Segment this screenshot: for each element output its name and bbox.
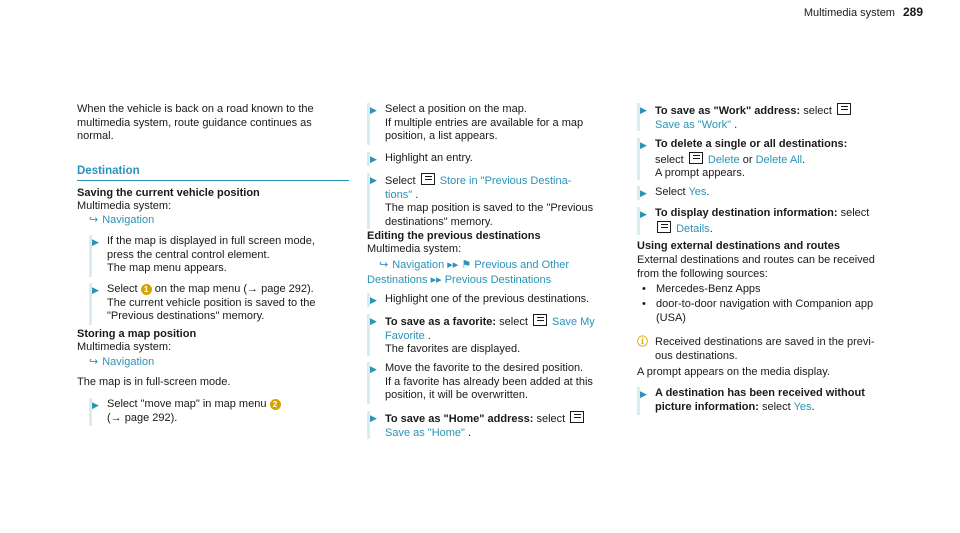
nav-link[interactable]: Navigation — [102, 214, 155, 226]
menu-icon — [837, 103, 851, 115]
step-text: position, it will be overwritten. — [385, 389, 529, 401]
nav-link[interactable]: Previous Destinations — [444, 274, 552, 286]
list-item-text: door-to-door navigation with Companion app — [656, 298, 874, 310]
step — [367, 293, 624, 307]
menu-icon — [689, 152, 703, 164]
step-text: The current vehicle position is saved to the — [107, 296, 316, 309]
menu-option[interactable]: Save as "Work" — [655, 118, 732, 131]
step: ▶ To display destination information: select Details. — [637, 207, 898, 235]
list-item — [642, 283, 895, 297]
step — [89, 283, 352, 325]
step: ▶ Select Yes. — [637, 186, 898, 200]
list-item-text: (USA) — [656, 311, 686, 324]
step-text: select — [803, 105, 832, 117]
nav-link[interactable]: Navigation — [392, 259, 445, 271]
subheading: Storing a map position — [77, 328, 197, 340]
play-icon: ▶ — [640, 140, 647, 150]
double-chevron-icon: ▸▸ — [447, 259, 459, 271]
step-text: Select "move map" in map menu — [107, 398, 267, 410]
menu-option[interactable]: tions" — [385, 188, 413, 201]
menu-path: Multimedia system: — [77, 200, 172, 212]
info-note — [637, 336, 895, 364]
play-icon: ▶ — [92, 400, 99, 410]
menu-icon — [657, 221, 671, 233]
nav-link[interactable]: Destinations — [367, 274, 428, 286]
step: ▶ A destination has been received without picture information: select Yes. — [637, 387, 898, 415]
bullet-icon: • — [642, 283, 646, 295]
double-chevron-icon: ▸▸ — [430, 274, 442, 286]
menu-option[interactable]: Store in "Previous Destina- — [439, 175, 572, 187]
step-text: select — [536, 413, 566, 425]
step-text: Select a position on the map. — [385, 103, 527, 115]
subheading: Using external destinations and routes — [637, 240, 840, 252]
play-icon: ▶ — [370, 316, 377, 326]
menu-icon — [570, 411, 584, 423]
play-icon: ▶ — [640, 389, 647, 399]
step-text: Highlight one of the previous destinations. — [385, 293, 590, 305]
menu-option[interactable]: Yes — [688, 186, 707, 198]
arrow-right-icon: ↪ — [89, 356, 99, 368]
intro-line: normal. — [77, 130, 114, 142]
menu-option[interactable]: Delete All — [755, 153, 803, 166]
step-text: If the map is displayed in full screen mode, — [107, 235, 315, 247]
step-text: select — [655, 153, 684, 166]
info-icon: ⓘ — [637, 336, 648, 348]
nav-path — [77, 356, 154, 370]
list-item — [642, 298, 895, 326]
step-text: destinations" memory. — [385, 215, 493, 228]
step-text: select — [499, 316, 528, 328]
step: ▶ To save as a favorite: select Save My Favorite . The favorites are displayed. — [367, 314, 624, 356]
step-text: To save as a favorite: — [385, 316, 497, 328]
play-icon: ▶ — [640, 188, 647, 198]
menu-option[interactable]: Save as "Home" — [385, 426, 465, 439]
play-icon: ▶ — [370, 364, 377, 374]
info-text: ous destinations. — [655, 349, 738, 362]
step-text: or — [742, 153, 753, 166]
subheading: Saving the current vehicle position — [77, 187, 260, 199]
step-text: position, a list appears. — [385, 130, 498, 142]
step-text: To delete a single or all destinations: — [655, 138, 848, 150]
step-text: A prompt appears. — [655, 167, 745, 179]
step-text: press the central control element. — [107, 248, 270, 261]
callout-badge: 1 — [141, 284, 152, 295]
page-header — [804, 6, 923, 21]
page-number: 289 — [902, 5, 923, 19]
body-line: External destinations and routes can be received — [637, 254, 875, 266]
step-text: (→ page 292). — [107, 411, 178, 424]
intro-line: When the vehicle is back on a road known to the — [77, 103, 314, 115]
step: ▶ Select Store in "Previous Destina- tions" . The map position is saved to the "Previous destinations" memory. — [367, 173, 624, 229]
intro-line: multimedia system, route guidance continues as — [77, 116, 312, 129]
step-text: To save as "Home" address: — [385, 413, 534, 425]
menu-icon — [533, 314, 547, 326]
body-text — [637, 254, 895, 281]
arrow-right-icon: ↪ — [379, 259, 389, 271]
step-text: The favorites are displayed. — [385, 343, 521, 355]
play-icon: ▶ — [92, 237, 99, 247]
step-text: Select — [385, 175, 416, 187]
subheading: Editing the previous destinations — [367, 230, 541, 242]
play-icon: ▶ — [370, 413, 377, 423]
step — [367, 362, 624, 404]
nav-link[interactable]: Navigation — [102, 356, 155, 368]
step-text: Select — [107, 283, 138, 295]
play-icon: ▶ — [640, 105, 647, 115]
list-item-text: Mercedes-Benz Apps — [656, 283, 761, 295]
flag-icon: ⚑ — [461, 259, 472, 271]
info-text: Received destinations are saved in the previ- — [655, 336, 875, 348]
step: ▶ To save as "Work" address: select Save as "Work" . — [637, 103, 898, 131]
step-text: picture information: — [655, 400, 759, 413]
body-text: A prompt appears on the media display. — [637, 366, 831, 378]
step-text: If multiple entries are available for a map — [385, 116, 584, 129]
menu-path: Multimedia system: — [77, 341, 172, 353]
play-icon: ▶ — [370, 295, 377, 305]
step-text: on the map menu (→ page 292). — [154, 283, 314, 295]
step-text: select — [840, 207, 870, 219]
step-text: To display destination information: — [655, 207, 838, 219]
step — [367, 152, 624, 166]
play-icon: ▶ — [370, 175, 377, 185]
step-text: The map position is saved to the "Previous — [385, 202, 594, 214]
step-text: Move the favorite to the desired position. — [385, 362, 584, 374]
menu-icon — [421, 173, 435, 185]
step-text: To save as "Work" address: — [655, 105, 801, 117]
callout-badge: 2 — [270, 399, 281, 410]
menu-path: Multimedia system: — [367, 243, 462, 255]
body-text: The map is in full-screen mode. — [77, 376, 231, 388]
section-title: Destination — [77, 165, 140, 177]
step: ▶ To delete a single or all destinations: select Delete or Delete All. A prompt appears. — [637, 138, 898, 180]
menu-option[interactable]: Yes — [793, 400, 812, 413]
step-text: The map menu appears. — [107, 262, 227, 274]
section-rule — [77, 180, 349, 181]
play-icon: ▶ — [370, 105, 377, 115]
step-text: select — [761, 400, 791, 413]
step — [89, 235, 352, 277]
menu-option[interactable]: Favorite — [385, 329, 425, 342]
nav-path — [77, 214, 154, 228]
bullet-icon: • — [642, 298, 646, 310]
step-text: A destination has been received without — [655, 387, 865, 399]
step-text: If a favorite has already been added at this — [385, 375, 593, 388]
step-text: Highlight an entry. — [385, 152, 473, 164]
menu-option[interactable]: Details — [676, 222, 710, 235]
body-line: from the following sources: — [637, 267, 768, 280]
nav-path — [367, 274, 551, 288]
menu-option[interactable]: Delete — [707, 153, 740, 166]
play-icon: ▶ — [370, 154, 377, 164]
step: ▶ To save as "Home" address: select Save as "Home" . — [367, 411, 624, 439]
step — [367, 103, 624, 145]
play-icon: ▶ — [92, 285, 99, 295]
step-text: "Previous destinations" memory. — [107, 310, 265, 322]
page-header-title: Multimedia system — [803, 7, 895, 19]
arrow-right-icon: ↪ — [89, 214, 99, 226]
step — [89, 398, 352, 426]
nav-path — [367, 259, 569, 273]
menu-option[interactable]: Save My — [552, 316, 595, 328]
intro-paragraph — [77, 103, 349, 144]
step-text: Select — [655, 186, 686, 198]
play-icon: ▶ — [640, 209, 647, 219]
nav-link[interactable]: Previous and Other — [474, 259, 570, 271]
